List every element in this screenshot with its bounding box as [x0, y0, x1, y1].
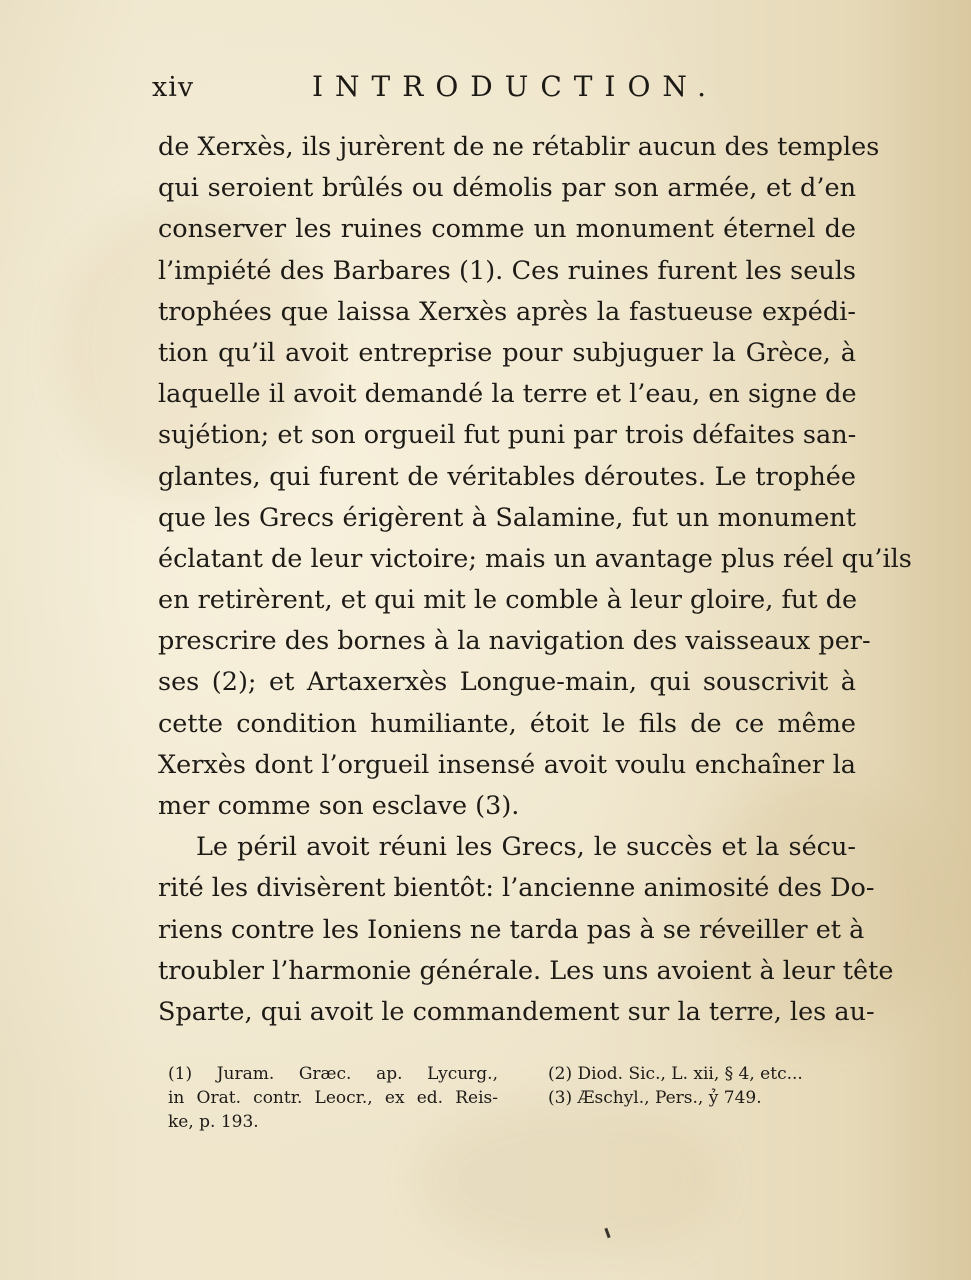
text-line: que les Grecs érigèrent à Salamine, fut un monument — [158, 502, 856, 533]
footnote-line: in Orat. contr. Leocr., ex ed. Reis- — [168, 1088, 498, 1108]
text-line: prescrire des bornes à la navigation des vaisseaux per- — [158, 626, 871, 657]
text-line: qui seroient brûlés ou démolis par son armée, et d’en — [158, 173, 856, 204]
text-line: laquelle il avoit demandé la terre et l’eau, en signe de — [158, 379, 857, 410]
text-line: troubler l’harmonie générale. Les uns avoient à leur tête — [158, 955, 894, 986]
text-line: cette condition humiliante, étoit le fils de ce même — [158, 708, 856, 739]
text-line: riens contre les Ioniens ne tarda pas à se réveiller et à — [158, 914, 865, 945]
text-line: glantes, qui furent de véritables déroutes. Le trophée — [158, 461, 856, 492]
text-line: conserver les ruines comme un monument éternel de — [158, 214, 856, 245]
text-line: tion qu’il avoit entreprise pour subjuguer la Grèce, à — [158, 337, 856, 368]
text-line: Sparte, qui avoit le commandement sur la terre, les au- — [158, 996, 875, 1027]
text-line: de Xerxès, ils jurèrent de ne rétablir aucun des temples — [158, 132, 880, 162]
running-header — [152, 70, 852, 110]
text-line: ses (2); et Artaxerxès Longue-main, qui souscrivit à — [158, 667, 856, 698]
text-line: Xerxès dont l’orgueil insensé avoit voulu enchaîner la — [158, 749, 856, 780]
text-line: en retirèrent, et qui mit le comble à leur gloire, fut de — [158, 585, 858, 616]
footnote-line: (3) Æschyl., Pers., ỷ 749. — [548, 1088, 762, 1108]
footnotes-right-column — [548, 1062, 868, 1110]
text-line: l’impiété des Barbares (1). Ces ruines furent les seuls — [158, 255, 856, 286]
footnote-line: ke, p. 193. — [168, 1112, 259, 1132]
text-line: rité les divisèrent bientôt: l’ancienne animosité des Do- — [158, 873, 875, 904]
text-line: trophées que laissa Xerxès après la fastueuse expédi- — [158, 296, 856, 327]
running-title: INTRODUCTION. — [312, 70, 719, 103]
page-number: xiv — [152, 72, 195, 103]
body-text — [158, 127, 912, 1033]
footnote-line: (1) Juram. Græc. ap. Lycurg., — [168, 1064, 498, 1084]
text-line: mer comme son esclave (3). — [158, 791, 520, 821]
footnote-line: (2) Diod. Sic., L. xii, § 4, etc... — [548, 1064, 803, 1084]
text-line: Le péril avoit réuni les Grecs, le succès et la sécu- — [196, 832, 856, 863]
text-line: éclatant de leur victoire; mais un avantage plus réel qu’ils — [158, 543, 912, 574]
text-line: sujétion; et son orgueil fut puni par trois défaites san- — [158, 420, 857, 451]
footnotes-left-column — [168, 1062, 498, 1134]
